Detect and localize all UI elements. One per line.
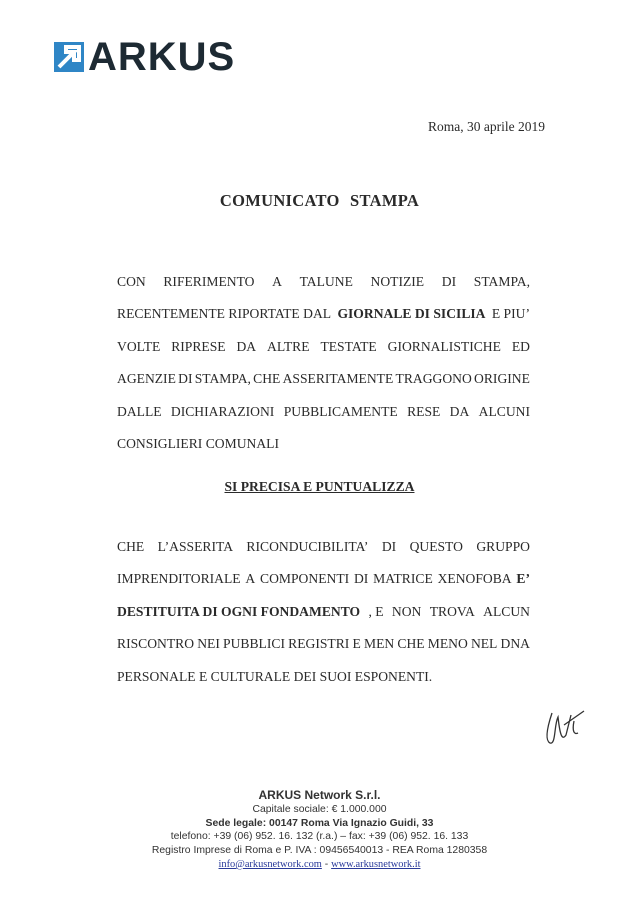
footer-registry: Registro Imprese di Roma e P. IVA : 09456540013 - REA Roma 1280358 [151,845,488,857]
text-line [117,337,530,369]
word: ASSERITAMENTE [282,371,394,387]
word: TROVA [429,603,475,619]
word: MATRICE [373,571,433,587]
text-line [117,537,530,569]
word: QUESTO [409,539,463,554]
word: RISCONTRO [117,636,195,652]
word: NOTIZIE [370,274,425,289]
text-line [117,304,530,336]
word: ALCUNI [478,403,530,419]
footer-email-link[interactable]: info@arkusnetwork.com [218,858,322,870]
word: NON [391,603,422,619]
word: DI [441,274,457,289]
text-line [117,402,530,434]
logo-text: ARKUS [88,35,236,79]
word: CONSIGLIERI COMUNALI [117,435,279,451]
word: STAMPA, [473,274,530,289]
footer-phone: telefono: +39 (06) 952. 16. 132 (r.a.) – fax: +39 (06) 952. 16. 133 [170,831,469,843]
text-line [117,569,530,601]
paragraph-1 [117,272,530,466]
word: DNA [500,636,530,652]
word: L’ASSERITA [157,539,234,554]
footer-capital: Capitale sociale: € 1.000.000 [252,803,387,815]
footer-seat: Sede legale: 00147 Roma Via Ignazio Guidi, 33 [205,817,434,829]
word: ALCUN [483,603,530,619]
footer-company: ARKUS Network S.r.l. [258,788,381,802]
document-title: COMUNICATO STAMPA [219,191,420,210]
paragraph-2 [117,537,530,699]
word: RICONDUCIBILITA’ [246,539,369,554]
word: MEN [363,636,395,652]
word: DI [381,539,397,554]
footer-separator: - [321,858,332,870]
bold-phrase: DESTITUITA DI OGNI FONDAMENTO [117,603,361,619]
word: TESTATE [320,338,377,354]
word: ED [511,338,530,354]
logo-arrow-icon [54,42,84,72]
arkus-logo [54,35,236,79]
bold-newspaper: GIORNALE DI SICILIA [337,306,486,322]
word: STAMPA, [194,371,251,387]
word: REGISTRI [288,636,350,652]
word: DALLE [117,403,162,419]
word: , E [368,603,384,619]
word: RESE [407,403,441,419]
word: DI [178,371,193,387]
word: PUBBLICI [223,636,285,652]
word: NEI [197,636,220,652]
footer [0,789,639,872]
word: DA [449,403,470,419]
word: DA [236,338,257,354]
word: GRUPPO [476,539,530,554]
text-line [117,272,530,304]
word: RECENTEMENTE RIPORTATE DAL [117,306,332,322]
word: TRAGGONO [395,371,472,387]
word: ORIGINE [474,371,530,387]
word: ALTRE [267,338,310,354]
document-date: Roma, 30 aprile 2019 [428,119,545,134]
word: VOLTE [117,338,161,354]
word: IMPRENDITORIALE [117,571,241,587]
bold-e: E’ [516,571,530,587]
word: A [245,571,256,587]
word: AGENZIE [117,371,176,387]
word: CON [117,274,146,289]
text-line [117,369,530,401]
word: PUBBLICAMENTE [283,403,398,419]
word: DICHIARAZIONI [170,403,275,419]
text-line [117,602,530,634]
word: MENO [427,636,468,652]
word: RIFERIMENTO [163,274,255,289]
text-line [117,667,530,699]
word: CHE [397,636,425,652]
word: CHE [117,539,145,554]
text-line [117,634,530,666]
word: CHE [253,371,281,387]
word: COMPONENTI [260,571,350,587]
word: GIORNALISTICHE [387,338,501,354]
word: A [272,274,282,289]
line-tail: E PIU’ [491,306,530,322]
word: XENOFOBA [437,571,512,587]
signature [540,705,590,755]
footer-website-link[interactable]: www.arkusnetwork.it [331,858,421,870]
word: TALUNE [299,274,353,289]
word: RIPRESE [171,338,226,354]
subheading: SI PRECISA E PUNTUALIZZA [224,479,415,494]
word: NEL [470,636,498,652]
word: PERSONALE E CULTURALE DEI SUOI ESPONENTI. [117,668,433,684]
word: E [352,636,361,652]
word: DI [353,571,369,587]
text-line [117,434,530,466]
